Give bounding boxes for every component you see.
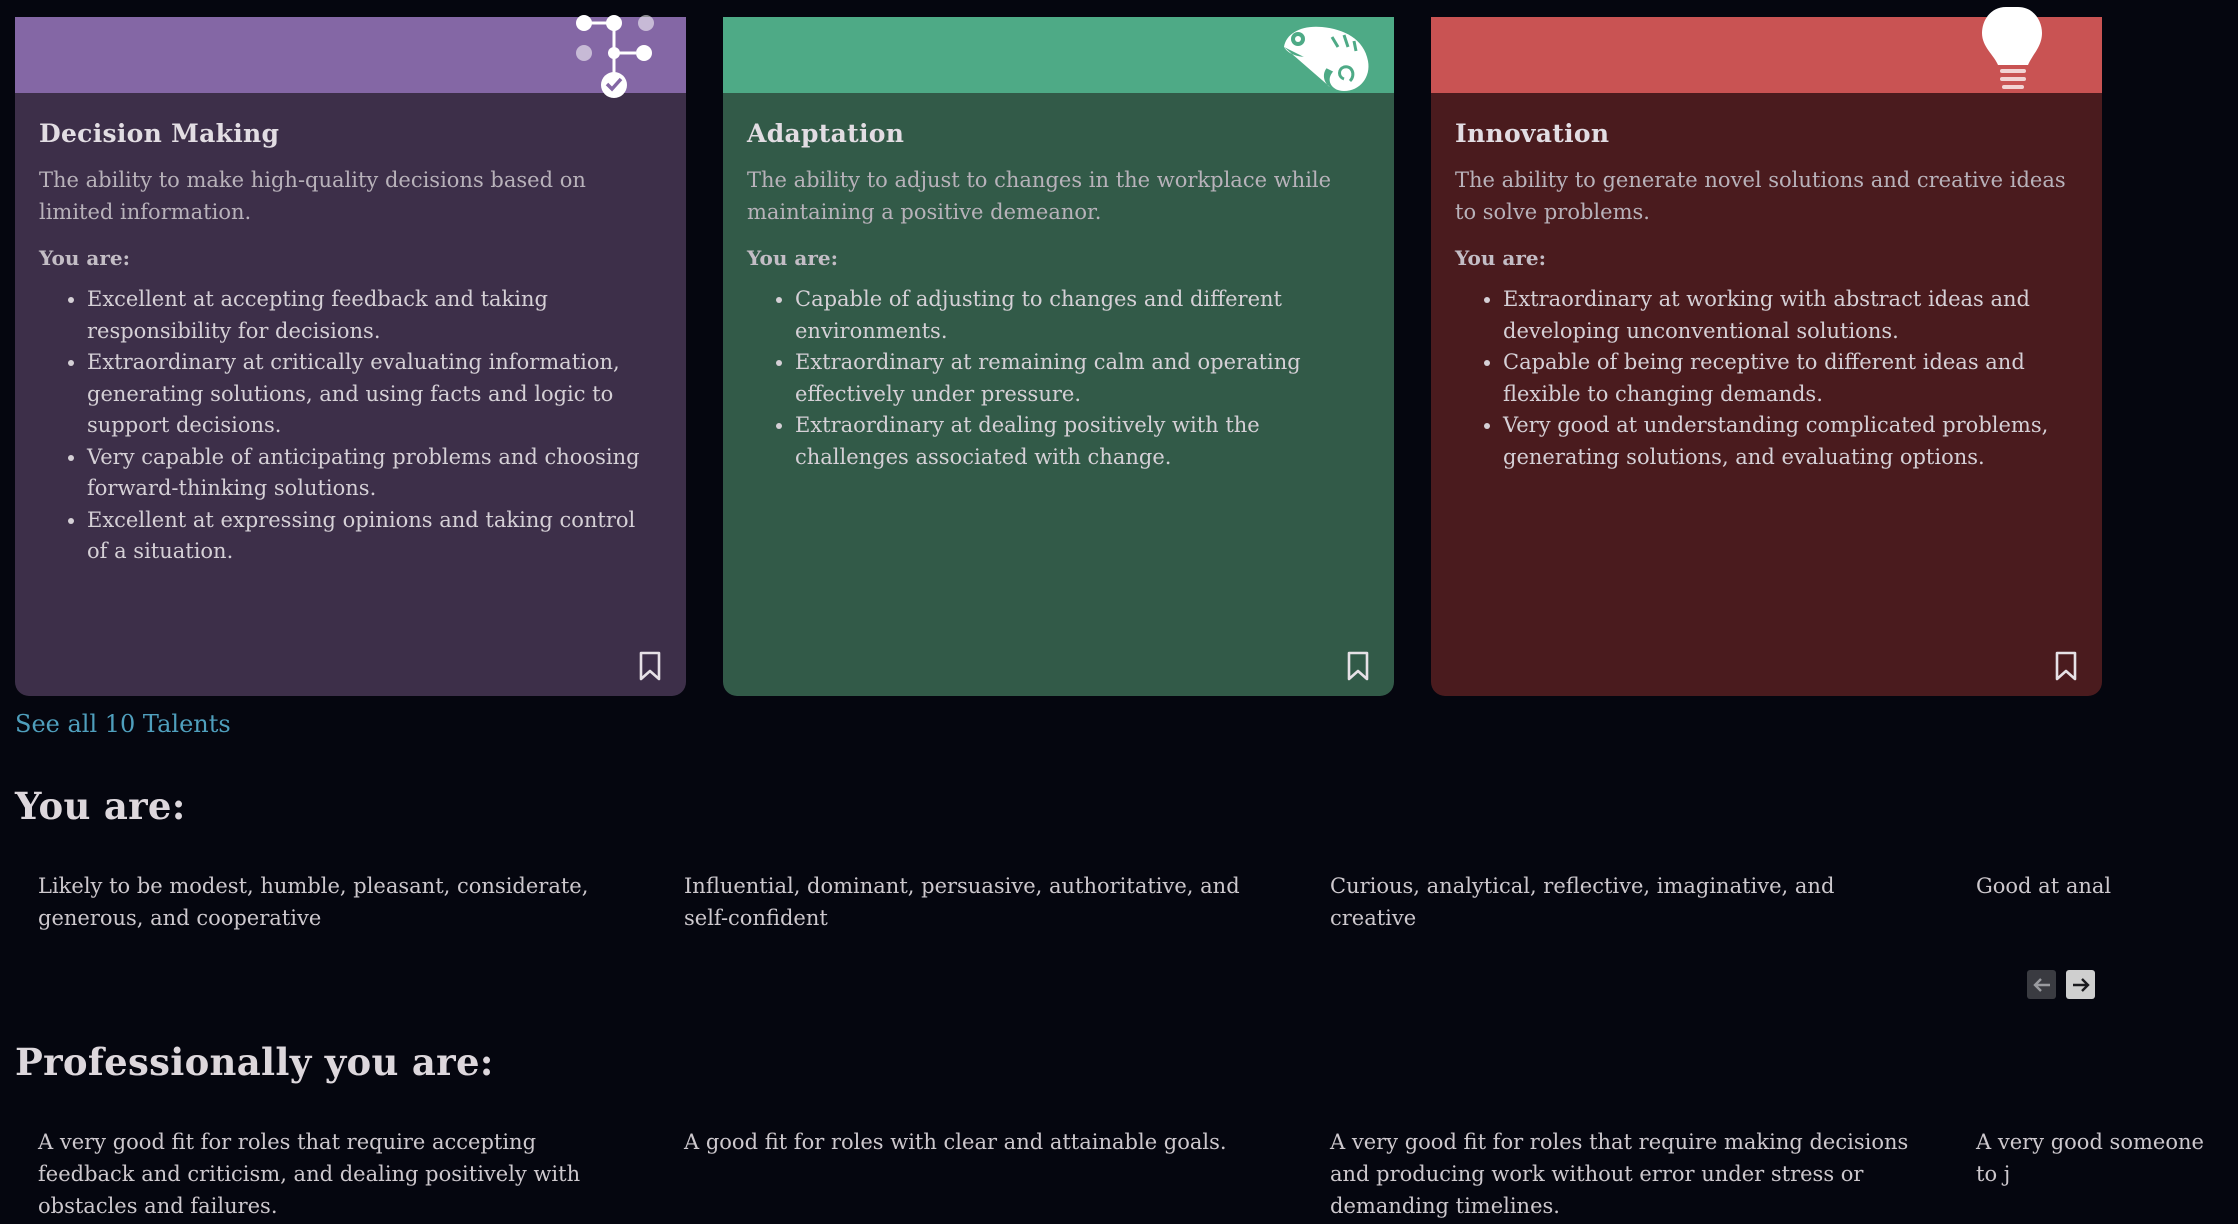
you-are-heading: You are: [15, 784, 186, 828]
card-header [15, 17, 686, 93]
card-description: The ability to adjust to changes in the workplace while maintaining a positive demeanor. [747, 168, 1332, 224]
carousel-prev-button[interactable] [2027, 970, 2056, 999]
list-item: • Extraordinary at dealing positively with the challenges associated with change. [795, 410, 1370, 473]
lightbulb-icon [1980, 17, 2090, 93]
card-header [723, 17, 1394, 93]
card-you-are-label: You are: [1455, 246, 1546, 270]
carousel-track [0, 870, 2127, 934]
list-item: • Very good at understanding complicated problems, generating solutions, and evaluating options. [1503, 410, 2078, 473]
bookmark-icon[interactable] [2052, 650, 2080, 682]
card-title: Innovation [1455, 119, 1610, 148]
carousel-next-button[interactable] [2066, 970, 2095, 999]
card-you-are-label: You are: [39, 246, 130, 270]
arrow-left-icon [2032, 977, 2052, 993]
carousel-nav [2027, 970, 2095, 999]
arrow-right-icon [2071, 977, 2091, 993]
card-list [39, 284, 662, 568]
professionally-heading: Professionally you are: [15, 1040, 494, 1084]
carousel-item: A very good fit for roles that require making decisions and producing work without error under stress or demanding timelines. [1330, 1130, 1909, 1218]
list-item: • Capable of being receptive to different ideas and flexible to changing demands. [1503, 347, 2078, 410]
list-item: • Excellent at accepting feedback and taking responsibility for decisions. [87, 284, 662, 347]
card-you-are-label: You are: [747, 246, 838, 270]
carousel-item: Influential, dominant, persuasive, authoritative, and self-confident [684, 874, 1240, 930]
bookmark-icon[interactable] [1344, 650, 1372, 682]
card-title: Decision Making [39, 119, 280, 148]
list-item: • Excellent at expressing opinions and taking control of a situation. [87, 505, 662, 568]
carousel-item: Good at anal [1976, 874, 2112, 898]
list-item: • Extraordinary at remaining calm and operating effectively under pressure. [795, 347, 1370, 410]
carousel-track [0, 1126, 2204, 1222]
carousel-item: A very good someone to j [1976, 1130, 2204, 1186]
bookmark-icon[interactable] [636, 650, 664, 682]
list-item: • Very capable of anticipating problems and choosing forward-thinking solutions. [87, 442, 662, 505]
card-list [747, 284, 1370, 473]
talent-card-adaptation [723, 17, 1394, 696]
you-are-carousel [0, 870, 2127, 934]
talent-cards [15, 17, 2103, 696]
list-item: • Extraordinary at critically evaluating information, generating solutions, and using facts and logic to support decisions. [87, 347, 662, 442]
list-item: • Extraordinary at working with abstract ideas and developing unconventional solutions. [1503, 284, 2078, 347]
carousel-item: A good fit for roles with clear and attainable goals. [684, 1130, 1227, 1154]
carousel-item: Curious, analytical, reflective, imaginative, and creative [1330, 874, 1835, 930]
list-item: • Capable of adjusting to changes and different environments. [795, 284, 1370, 347]
talent-card-decision-making [15, 17, 686, 696]
talent-card-innovation [1431, 17, 2102, 696]
card-list [1455, 284, 2078, 473]
decision-tree-icon [564, 17, 674, 93]
carousel-item: Likely to be modest, humble, pleasant, considerate, generous, and cooperative [38, 874, 589, 930]
card-title: Adaptation [747, 119, 905, 148]
card-description: The ability to make high-quality decisions based on limited information. [39, 168, 586, 224]
card-header [1431, 17, 2102, 93]
card-description: The ability to generate novel solutions and creative ideas to solve problems. [1455, 168, 2066, 224]
carousel-item: A very good fit for roles that require accepting feedback and criticism, and dealing positively with obstacles and failures. [38, 1130, 581, 1218]
chameleon-icon [1272, 17, 1382, 93]
see-all-talents-link[interactable]: See all 10 Talents [15, 710, 231, 738]
professionally-carousel [0, 1126, 2204, 1222]
